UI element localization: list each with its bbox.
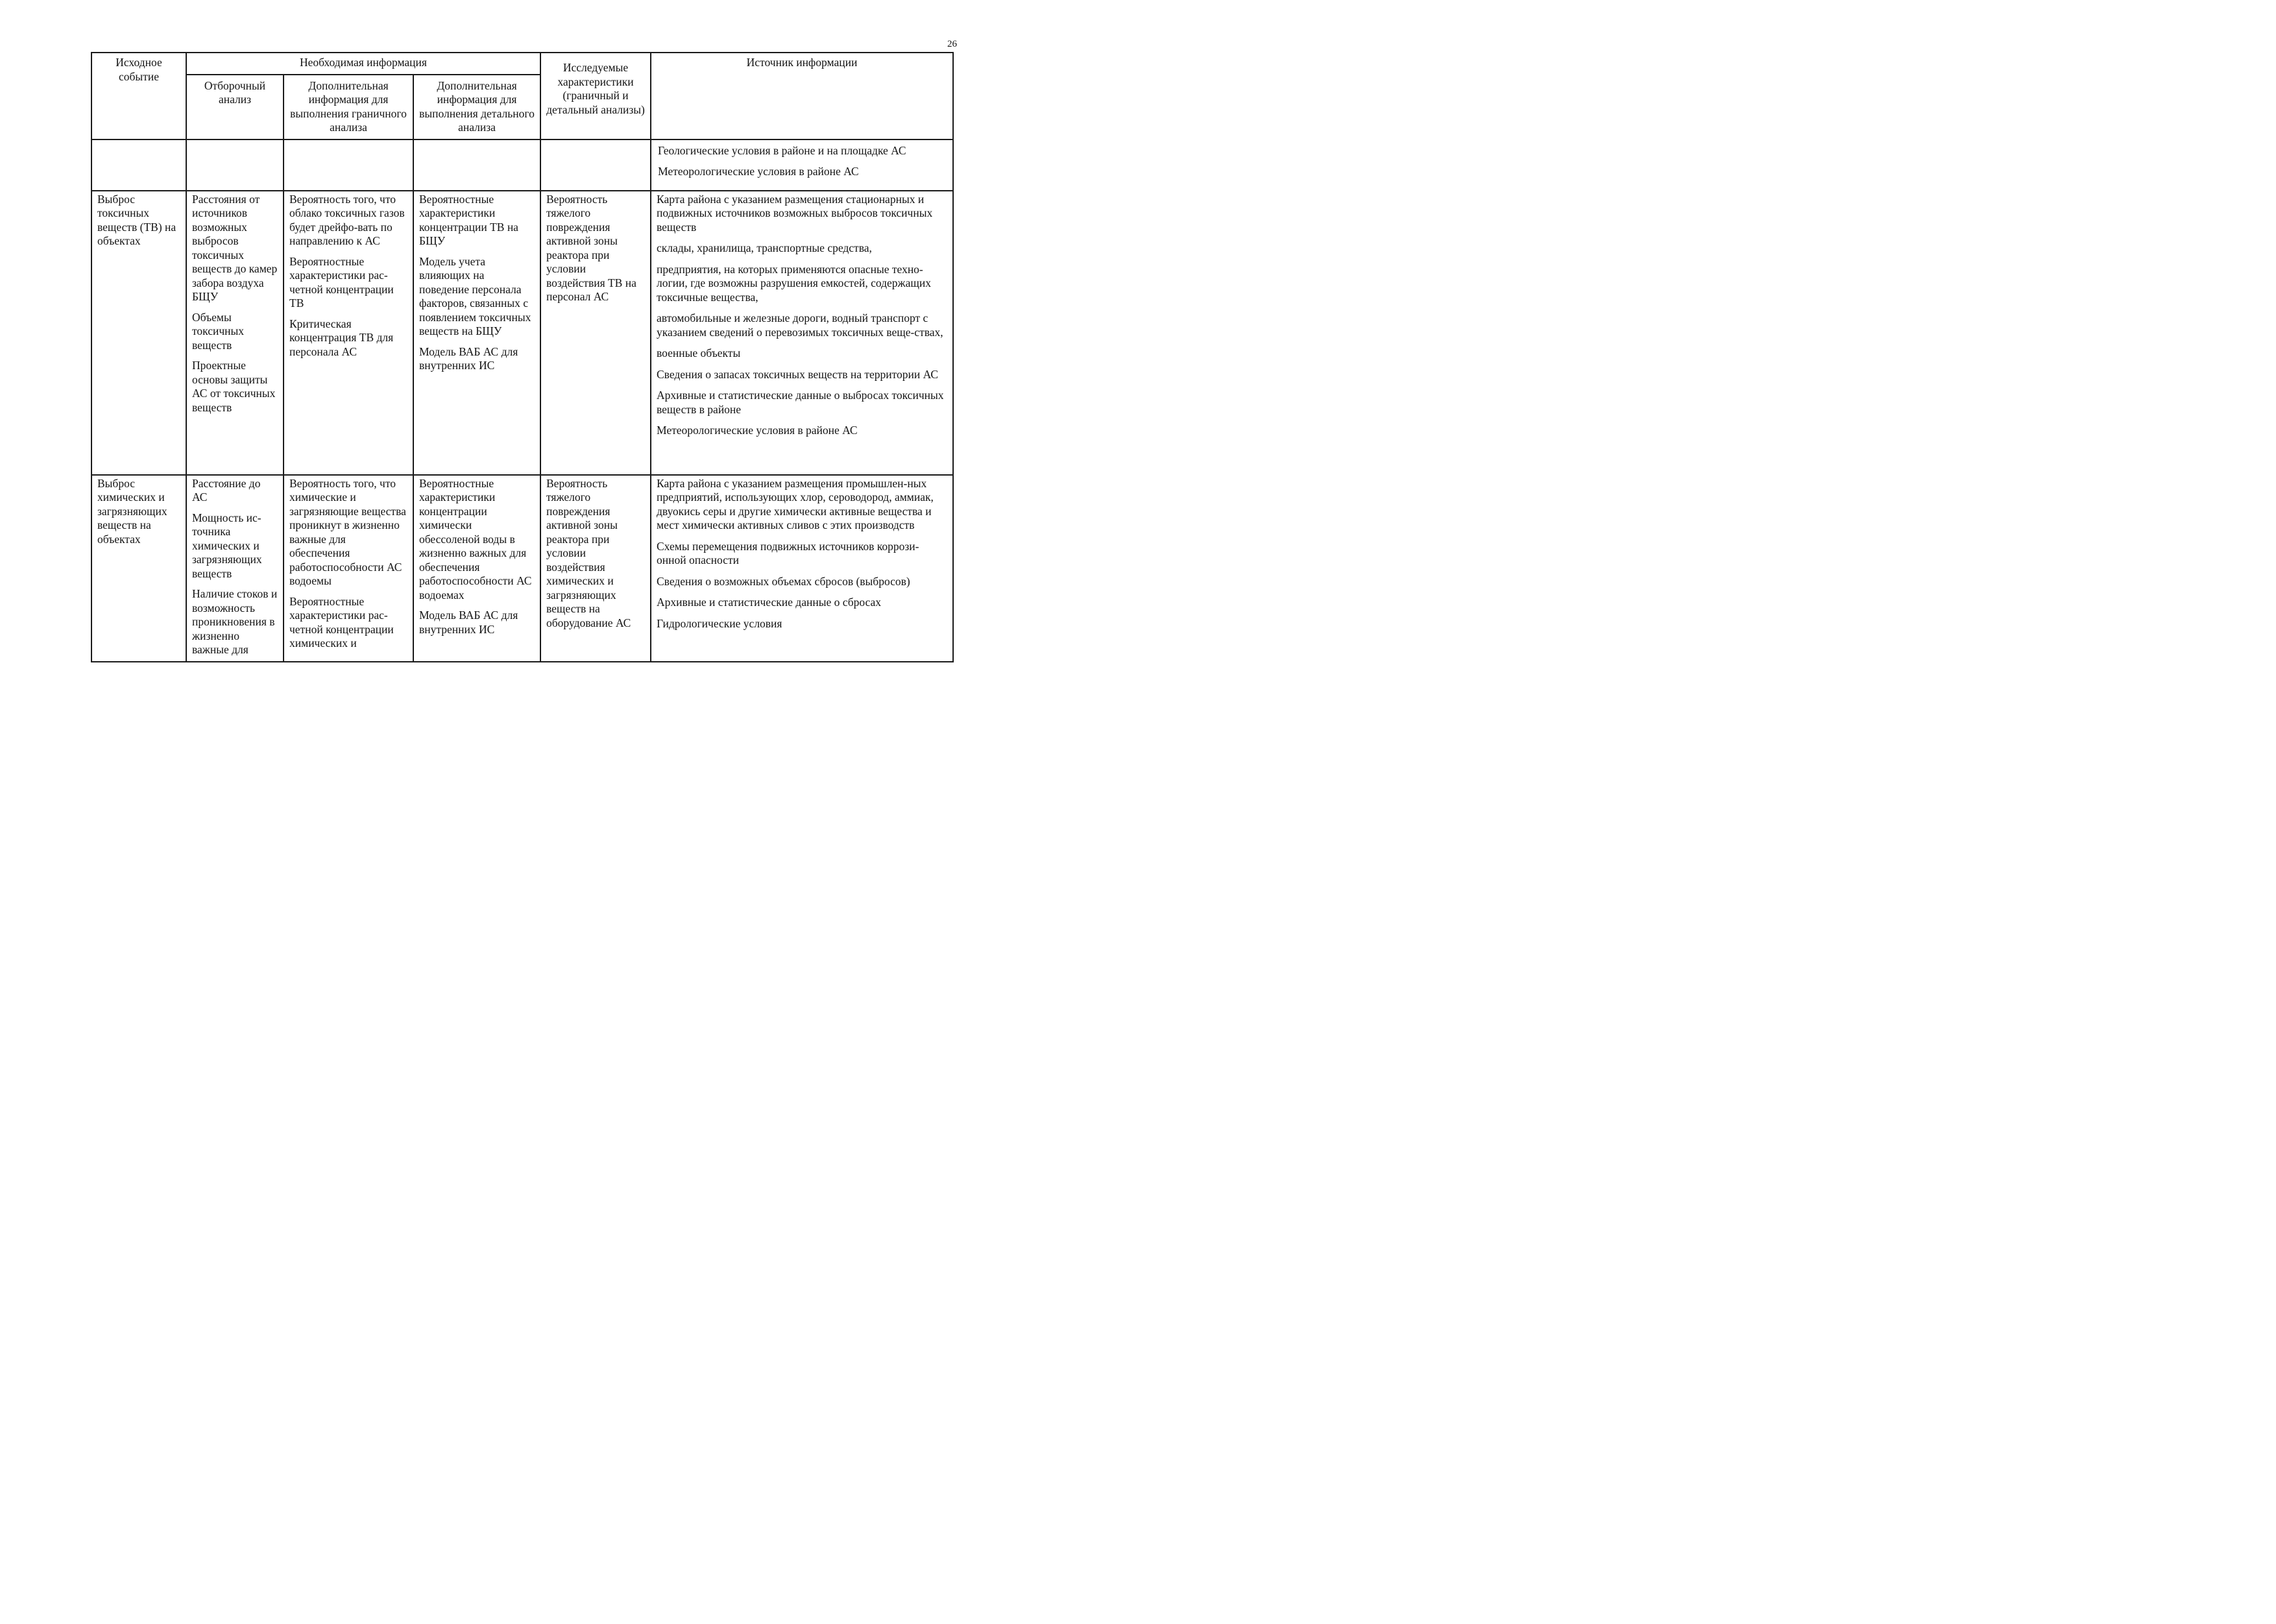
detailed-cell	[413, 475, 540, 662]
source-item: Гидрологические условия	[657, 616, 782, 630]
boundary-cell	[284, 191, 413, 475]
screening-item: Мощность ис-точника химических и загрязняющих веществ	[192, 511, 262, 580]
source-item: Карта района с указанием размещения промышлен-ных предприятий, использующих хлор, сероводород, аммиак, двуокись серы и другие химически активные вещества и мест химически активных сливов с этих производств	[657, 476, 934, 531]
header-info-source: Источник информации	[651, 53, 953, 139]
header-screening: Отборочный анализ	[186, 75, 284, 139]
carryover-empty-cell	[413, 139, 540, 191]
source-item: военные объекты	[657, 346, 741, 359]
detailed-cell	[413, 191, 540, 475]
source-item: автомобильные и железные дороги, водный транспорт с указанием сведений о перевозимых токсичных веще-ствах,	[657, 311, 943, 339]
source-item: Схемы перемещения подвижных источников коррози-онной опасности	[657, 539, 919, 566]
screening-cell	[186, 191, 284, 475]
detailed-item: Модель ВАБ АС для внутренних ИС	[419, 609, 518, 636]
characteristics-item: Вероятность тяжелого повреждения активной зоны реактора при условии воздействия ТВ на персонал АС	[546, 192, 636, 303]
detailed-item: Вероятностные характеристики концентрации ТВ на БЩУ	[419, 192, 518, 247]
boundary-item: Вероятностные характеристики рас-четной концентрации ТВ	[289, 254, 394, 309]
boundary-item: Критическая концентрация ТВ для персонала АС	[289, 317, 394, 358]
screening-item: Расстояние до АС	[192, 476, 261, 503]
event-cell: Выброс химических и загрязняющих веществ на объектах	[91, 475, 186, 662]
carryover-empty-cell	[186, 139, 284, 191]
screening-item: Расстояния от источников возможных выбросов токсичных веществ до камер забора воздуха БЩУ	[192, 192, 278, 303]
table-row-chemical	[91, 475, 953, 662]
boundary-item: Вероятностные характеристики рас-четной концентрации химических и	[289, 594, 394, 649]
screening-item: Наличие стоков и возможность проникновения в жизненно важные для	[192, 587, 278, 656]
screening-item: Объемы токсичных веществ	[192, 310, 245, 352]
characteristics-item: Вероятность тяжелого повреждения активной зоны реактора при условии воздействия химических и загрязняющих веществ на оборудование АС	[546, 476, 631, 629]
carryover-empty-cell	[540, 139, 651, 191]
carryover-row	[91, 139, 953, 191]
header-studied-characteristics: Исследуемые характеристики (граничный и детальный анализы)	[540, 53, 651, 139]
header-source-event: Исходное событие	[91, 53, 186, 139]
source-item: Карта района с указанием размещения стационарных и подвижных источников возможных выбросов токсичных веществ	[657, 192, 933, 234]
source-item: Сведения о возможных объемах сбросов (выбросов)	[657, 574, 910, 588]
table-row-toxic	[91, 191, 953, 475]
event-cell: Выброс токсичных веществ (ТВ) на объектах	[91, 191, 186, 475]
detailed-item: Модель учета влияющих на поведение персонала факторов, связанных с появлением токсичных веществ на БЩУ	[419, 254, 531, 337]
characteristics-cell	[540, 191, 651, 475]
source-item: склады, хранилища, транспортные средства,	[657, 241, 872, 254]
information-table	[91, 52, 954, 662]
carryover-empty-cell	[284, 139, 413, 191]
header-row-1	[91, 53, 953, 75]
header-required-info: Необходимая информация	[186, 53, 540, 75]
page-number: 26	[947, 39, 957, 49]
carryover-sources-cell	[651, 139, 953, 191]
screening-item: Проектные основы защиты АС от токсичных веществ	[192, 359, 276, 414]
header-additional-detailed: Дополнительная информация для выполнения детального анализа	[413, 75, 540, 139]
header-additional-boundary: Дополнительная информация для выполнения граничного анализа	[284, 75, 413, 139]
source-item: Архивные и статистические данные о выбросах токсичных веществ в районе	[657, 389, 944, 416]
screening-cell	[186, 475, 284, 662]
sources-cell	[651, 191, 953, 475]
boundary-cell	[284, 475, 413, 662]
detailed-item: Вероятностные характеристики концентрации химически обессоленой воды в жизненно важных для обеспечения работоспособности АС водоемах	[419, 476, 532, 601]
source-item: Сведения о запасах токсичных веществ на территории АС	[657, 367, 939, 381]
source-item: Архивные и статистические данные о сбросах	[657, 596, 882, 609]
carryover-empty-cell	[91, 139, 186, 191]
source-item: Метеорологические условия в районе АС	[658, 165, 859, 178]
boundary-item: Вероятность того, что облако токсичных газов будет дрейфо-вать по направлению к АС	[289, 192, 405, 247]
sources-cell	[651, 475, 953, 662]
source-item: Метеорологические условия в районе АС	[657, 424, 858, 437]
source-item: Геологические условия в районе и на площадке АС	[658, 143, 906, 157]
boundary-item: Вероятность того, что химические и загрязняющие вещества проникнут в жизненно важные для обеспечения работоспособности АС водоемы	[289, 476, 406, 587]
characteristics-cell	[540, 475, 651, 662]
source-item: предприятия, на которых применяются опасные техно-логии, где возможны разрушения емкостей, содержащих токсичные вещества,	[657, 262, 931, 304]
detailed-item: Модель ВАБ АС для внутренних ИС	[419, 345, 518, 372]
